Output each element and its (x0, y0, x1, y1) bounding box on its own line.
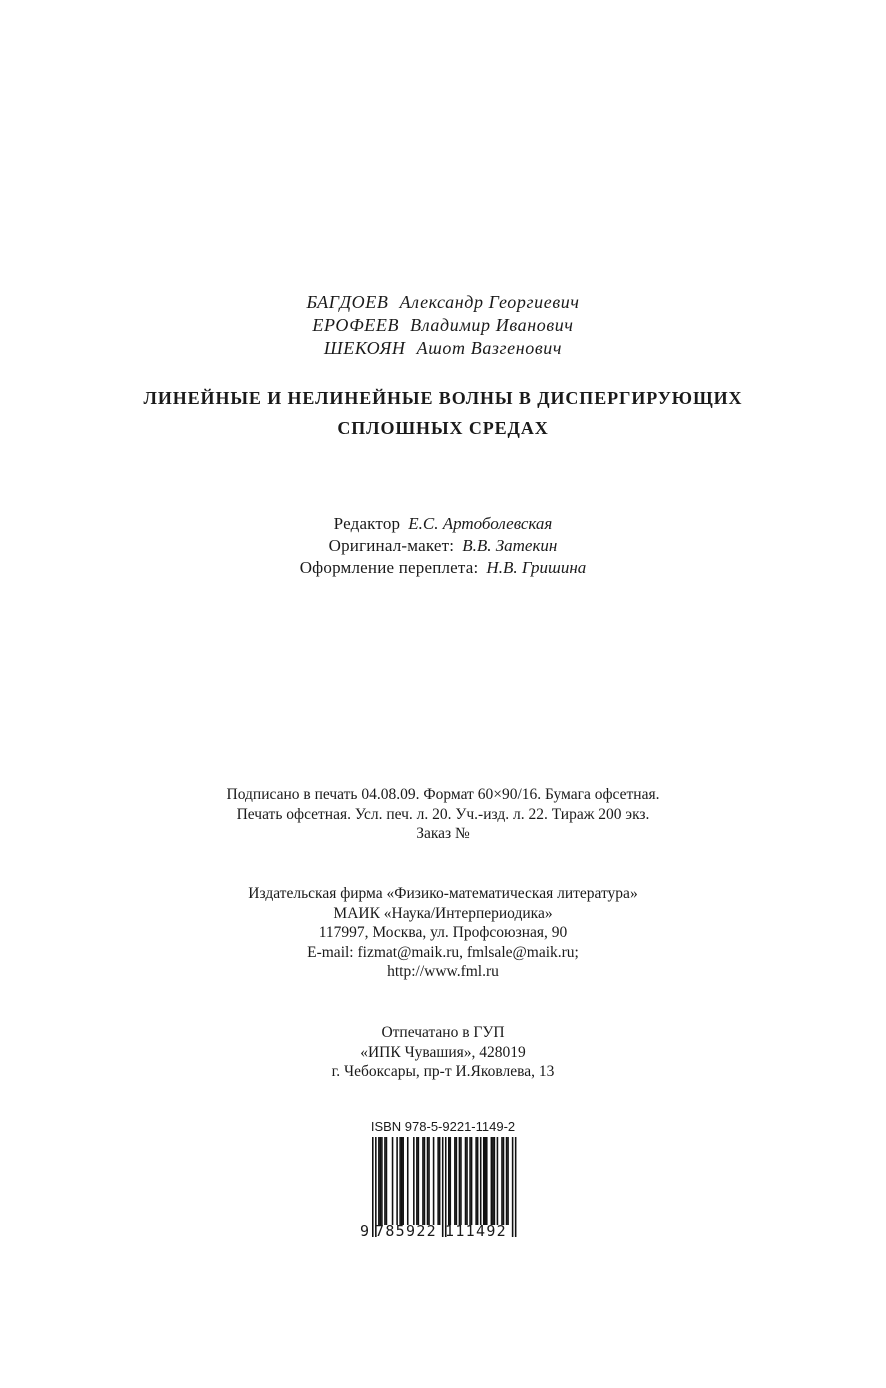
barcode-bar (392, 1137, 394, 1225)
barcode-digit-first: 9 (360, 1222, 370, 1240)
credit-name: В.В. Затекин (462, 536, 558, 555)
author-surname: ШЕКОЯН (323, 338, 406, 358)
barcode-bar (448, 1137, 450, 1225)
title-line: СПЛОШНЫХ СРЕДАХ (337, 418, 549, 438)
barcode-guard-bar (442, 1137, 444, 1237)
print-info-block (0, 785, 886, 844)
credit-line (0, 513, 886, 535)
barcode-bar (418, 1137, 420, 1225)
barcode-bar (428, 1137, 430, 1225)
barcode-bar (494, 1137, 496, 1225)
publisher-block (0, 884, 886, 982)
publisher-line: 117997, Москва, ул. Профсоюзная, 90 (318, 924, 568, 941)
barcode-bar (380, 1137, 382, 1225)
credit-role: Оформление переплета: (299, 558, 479, 577)
barcode-bar (413, 1137, 415, 1225)
barcode-bar (497, 1137, 499, 1225)
author-surname: БАГДОЕВ (306, 292, 389, 312)
publisher-line: Издательская фирма «Физико-математическая литература» (248, 885, 638, 902)
author-given-name: Владимир Иванович (410, 315, 574, 335)
credit-name: Н.В. Гришина (486, 558, 587, 577)
author-given-name: Александр Георгиевич (399, 292, 580, 312)
barcode-digits-left: 785922 (375, 1222, 437, 1240)
barcode-bar (401, 1137, 403, 1225)
barcode-bar (396, 1137, 398, 1225)
barcode-bar (506, 1137, 508, 1225)
barcode-bar (483, 1137, 485, 1225)
publisher-line: E-mail: fizmat@maik.ru, fmlsale@maik.ru; (307, 943, 579, 961)
print-info-line: Заказ № (416, 825, 470, 842)
barcode-guard-bar (372, 1137, 374, 1237)
barcode-bar (484, 1137, 486, 1225)
barcode-bar (416, 1137, 418, 1225)
barcode-guard-bar (515, 1137, 517, 1237)
barcode-bar (477, 1137, 479, 1225)
barcode-guard-bar (512, 1137, 514, 1237)
credit-name: Е.С. Артоболевская (408, 514, 553, 533)
author-given-name: Ашот Вазгенович (416, 338, 563, 358)
barcode-bar (459, 1137, 461, 1225)
barcode-bar (422, 1137, 424, 1225)
author-surname: ЕРОФЕЕВ (312, 315, 400, 335)
barcode-bar (503, 1137, 505, 1225)
credit-line (0, 557, 886, 579)
barcode-bar (427, 1137, 429, 1225)
barcode-bar (475, 1137, 477, 1225)
publisher-line: http://www.fml.ru (387, 963, 499, 980)
barcode-bar (450, 1137, 452, 1225)
print-info-line: Печать офсетная. Усл. печ. л. 20. Уч.-изд. л. 22. Тираж 200 экз. (236, 805, 650, 823)
barcode-bar (471, 1137, 473, 1225)
author-line (0, 314, 886, 337)
isbn-label: ISBN 978-5-9221-1149-2 (370, 1119, 516, 1134)
credits-block (0, 513, 886, 579)
barcode-bar (465, 1137, 467, 1225)
printer-line: г. Чебоксары, пр-т И.Яковлева, 13 (331, 1063, 555, 1080)
barcode-bar (384, 1137, 386, 1225)
credit-line (0, 535, 886, 557)
barcode-bar (381, 1137, 383, 1225)
barcode-bar (460, 1137, 462, 1225)
credit-role: Редактор (333, 514, 401, 533)
barcode-bar (466, 1137, 468, 1225)
barcode-bar (491, 1137, 493, 1225)
barcode-bar (433, 1137, 435, 1225)
author-line (0, 291, 886, 314)
barcode-bar (399, 1137, 401, 1225)
barcode-bar (402, 1137, 404, 1225)
barcode-bar (480, 1137, 482, 1225)
barcode-bar (507, 1137, 509, 1225)
barcode-bar (501, 1137, 503, 1225)
authors-block (0, 291, 886, 360)
barcode-bar (424, 1137, 426, 1225)
barcode-bar (437, 1137, 439, 1225)
barcode-bar (469, 1137, 471, 1225)
barcode-bar (407, 1137, 409, 1225)
barcode-bar (386, 1137, 388, 1225)
printer-line: Отпечатано в ГУП (381, 1024, 505, 1041)
barcode-digits-right: 111492 (445, 1222, 507, 1240)
print-info-line: Подписано в печать 04.08.09. Формат 60×90/16. Бумага офсетная. (226, 786, 660, 803)
credit-role: Оригинал-макет: (328, 536, 455, 555)
title-line: ЛИНЕЙНЫЕ И НЕЛИНЕЙНЫЕ ВОЛНЫ В ДИСПЕРГИРУЮЩИХ (143, 388, 743, 408)
printer-line: «ИПК Чувашия», 428019 (360, 1043, 526, 1061)
barcode-bar (439, 1137, 441, 1225)
barcode-bar (492, 1137, 494, 1225)
publisher-line: МАИК «Наука/Интерпериодика» (333, 904, 553, 922)
barcode-bar (486, 1137, 488, 1225)
author-line (0, 337, 886, 360)
barcode-bar (454, 1137, 456, 1225)
barcode-bar (378, 1137, 380, 1225)
printer-block (0, 1023, 886, 1082)
barcode-bar (456, 1137, 458, 1225)
book-title (0, 383, 886, 443)
